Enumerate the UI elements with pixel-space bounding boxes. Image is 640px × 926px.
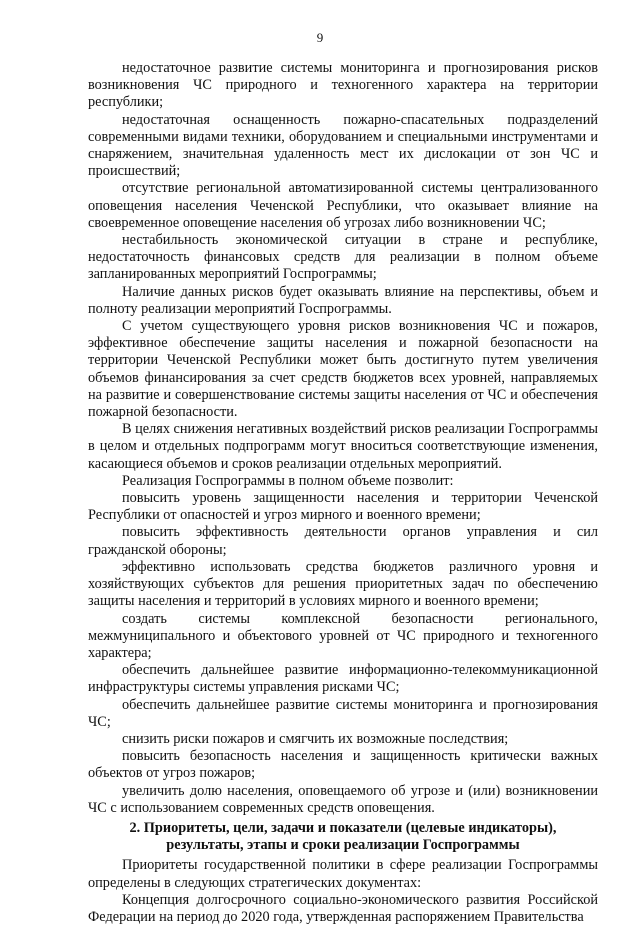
paragraph: отсутствие региональной автоматизированной системы централизованного оповещения населения Чеченской Республики, что оказывает влияние на своевременное оповещение населения об угрозах либо возникновении ЧС;	[88, 180, 598, 231]
paragraph: Концепция долгосрочного социально-экономического развития Российской Федерации на период до 2020 года, утвержденная распоряжением Правительства	[88, 891, 598, 925]
section-heading	[88, 820, 598, 854]
page-body	[88, 60, 598, 926]
list-item: обеспечить дальнейшее развитие информационно-телекоммуникационной инфраструктуры системы управления рисками ЧС;	[88, 662, 598, 696]
list-item: эффективно использовать средства бюджетов различного уровня и хозяйствующих субъектов для решения приоритетных задач по обеспечению защиты населения и территорий в условиях мирного и военного времени;	[88, 558, 598, 610]
list-item: обеспечить дальнейшее развитие системы мониторинга и прогнозирования ЧС;	[88, 696, 598, 730]
paragraph: Приоритеты государственной политики в сфере реализации Госпрограммы определены в следующих стратегических документах:	[88, 857, 598, 891]
page-number: 9	[316, 30, 324, 45]
list-item: создать системы комплексной безопасности регионального, межмуниципального и объектового уровней от ЧС природного и техногенного характера;	[88, 610, 598, 661]
paragraph: недостаточная оснащенность пожарно-спасательных подразделений современными видами техники, оборудованием и специальными инструментами и снаряжением, значительная удаленность мест их дислокации от зон ЧС и происшествий;	[88, 111, 598, 180]
list-item: повысить уровень защищенности населения и территории Чеченской Республики от опасностей и угроз мирного и военного времени;	[88, 490, 598, 524]
list-item: снизить риски пожаров и смягчить их возможные последствия;	[122, 730, 509, 747]
paragraph: С учетом существующего уровня рисков возникновения ЧС и пожаров, эффективное обеспечение защиты населения и пожарной безопасности на территории Чеченской Республики может быть достигнуто путем увеличения объемов финансирования за счет средств бюджетов всех уровней, направляемых на развитие и совершенствование системы защиты населения от ЧС и обеспечения пожарной безопасности.	[88, 318, 598, 421]
section-heading-line: результаты, этапы и сроки реализации Госпрограммы	[166, 837, 520, 854]
list-item: повысить безопасность населения и защищенность критически важных объектов от угроз пожаров;	[88, 748, 598, 782]
paragraph: недостаточное развитие системы мониторинга и прогнозирования рисков возникновения ЧС природного и техногенного характера на территории республики;	[88, 60, 598, 111]
paragraph: В целях снижения негативных воздействий рисков реализации Госпрограммы в целом и отдельных подпрограмм могут вноситься соответствующие изменения, касающиеся объемов и сроков реализации отдельных мероприятий.	[88, 421, 598, 472]
section-heading-line: 2. Приоритеты, цели, задачи и показатели (целевые индикаторы),	[129, 819, 557, 836]
paragraph: нестабильность экономической ситуации в стране и республике, недостаточность финансовых средств для реализации в полном объеме запланированных мероприятий Госпрограммы;	[88, 232, 598, 283]
list-item: повысить эффективность деятельности органов управления и сил гражданской обороны;	[88, 524, 598, 558]
paragraph: Наличие данных рисков будет оказывать влияние на перспективы, объем и полноту реализации мероприятий Госпрограммы.	[88, 283, 598, 317]
list-item: увеличить долю населения, оповещаемого об угрозе и (или) возникновении ЧС с использованием современных средств оповещения.	[88, 782, 598, 816]
paragraph: Реализация Госпрограммы в полном объеме позволит:	[122, 472, 454, 489]
